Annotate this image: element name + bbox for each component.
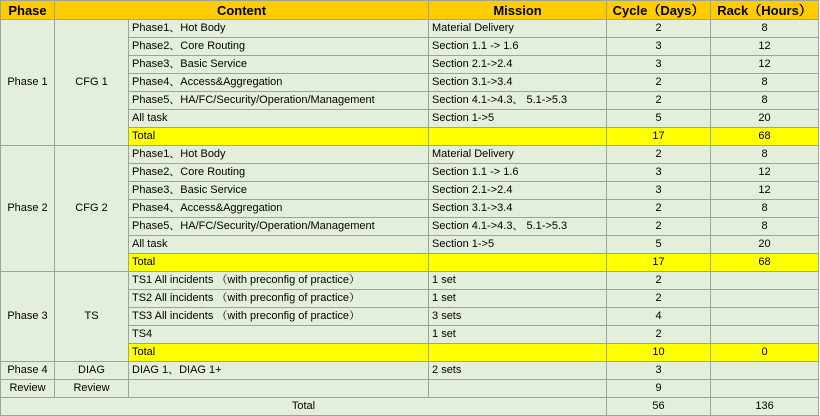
content-cell: TS4 [129,326,429,344]
content-cell: TS2 All incidents （with preconfig of practice） [129,290,429,308]
mission-cell: Section 2.1->2.4 [429,182,607,200]
content-cell: Phase3、Basic Service [129,182,429,200]
cycle-cell: 3 [607,56,711,74]
mission-cell: 3 sets [429,308,607,326]
mission-cell [429,380,607,398]
cycle-cell: 5 [607,236,711,254]
content-cell: Total [129,128,429,146]
mission-cell: 1 set [429,326,607,344]
group-cell: Review [55,380,129,398]
table-row [1,362,819,380]
header-mission: Mission [429,1,607,20]
phase-cell: Review [1,380,55,398]
content-cell: TS1 All incidents （with preconfig of practice） [129,272,429,290]
mission-cell: 1 set [429,290,607,308]
content-cell: Phase4、Access&Aggregation [129,200,429,218]
mission-cell: 2 sets [429,362,607,380]
mission-cell [429,128,607,146]
rack-cell: 12 [711,182,819,200]
phase-cell: Phase 2 [1,146,55,272]
header-content: Content [55,1,429,20]
cycle-cell: 3 [607,182,711,200]
rack-cell [711,308,819,326]
grand-total-cycle: 56 [607,398,711,416]
rack-cell [711,326,819,344]
content-cell: Phase5、HA/FC/Security/Operation/Management [129,218,429,236]
rack-cell: 8 [711,218,819,236]
content-cell: All task [129,236,429,254]
content-cell: Phase4、Access&Aggregation [129,74,429,92]
header-row [1,1,819,20]
content-cell: Phase2、Core Routing [129,38,429,56]
mission-cell: Section 4.1->4.3、 5.1->5.3 [429,218,607,236]
cycle-cell: 2 [607,74,711,92]
rack-cell: 68 [711,128,819,146]
content-cell: Total [129,254,429,272]
content-cell: Phase3、Basic Service [129,56,429,74]
rack-cell: 68 [711,254,819,272]
mission-cell: Section 1->5 [429,236,607,254]
rack-cell: 20 [711,236,819,254]
rack-cell [711,272,819,290]
table-row [1,272,819,290]
mission-cell: Material Delivery [429,20,607,38]
cycle-cell: 2 [607,200,711,218]
cycle-cell: 9 [607,380,711,398]
rack-cell: 8 [711,200,819,218]
mission-cell: Material Delivery [429,146,607,164]
rack-cell: 12 [711,56,819,74]
cycle-cell: 2 [607,290,711,308]
rack-cell: 12 [711,38,819,56]
content-cell: Phase5、HA/FC/Security/Operation/Management [129,92,429,110]
cycle-cell: 2 [607,146,711,164]
mission-cell: Section 1->5 [429,110,607,128]
cycle-cell: 3 [607,38,711,56]
table-body [1,20,819,416]
cycle-cell: 17 [607,254,711,272]
cycle-cell: 2 [607,326,711,344]
grand-total-label: Total [1,398,607,416]
group-cell: CFG 2 [55,146,129,272]
mission-cell [429,344,607,362]
rack-cell: 8 [711,92,819,110]
content-cell: TS3 All incidents （with preconfig of practice） [129,308,429,326]
cycle-cell: 2 [607,20,711,38]
phase-cell: Phase 3 [1,272,55,362]
table-row [1,20,819,38]
cycle-cell: 4 [607,308,711,326]
mission-cell: Section 4.1->4.3、 5.1->5.3 [429,92,607,110]
mission-cell: Section 1.1 -> 1.6 [429,164,607,182]
cycle-cell: 5 [607,110,711,128]
group-cell: TS [55,272,129,362]
rack-cell: 0 [711,344,819,362]
header-cycle: Cycle（Days） [607,1,711,20]
phase-cell: Phase 1 [1,20,55,146]
cycle-cell: 3 [607,164,711,182]
cycle-cell: 2 [607,272,711,290]
phase-cell: Phase 4 [1,362,55,380]
rack-cell: 12 [711,164,819,182]
content-cell [129,380,429,398]
table-row [1,146,819,164]
cycle-cell: 2 [607,218,711,236]
grand-total-rack: 136 [711,398,819,416]
cycle-cell: 17 [607,128,711,146]
group-cell: DIAG [55,362,129,380]
cycle-cell: 10 [607,344,711,362]
content-cell: Total [129,344,429,362]
mission-cell: Section 1.1 -> 1.6 [429,38,607,56]
cycle-cell: 3 [607,362,711,380]
rack-cell [711,380,819,398]
rack-cell: 8 [711,146,819,164]
rack-cell [711,362,819,380]
content-cell: DIAG 1、DIAG 1+ [129,362,429,380]
content-cell: All task [129,110,429,128]
content-cell: Phase1、Hot Body [129,20,429,38]
content-cell: Phase1、Hot Body [129,146,429,164]
mission-cell: Section 3.1->3.4 [429,200,607,218]
rack-cell: 8 [711,20,819,38]
cycle-cell: 2 [607,92,711,110]
mission-cell [429,254,607,272]
rack-cell [711,290,819,308]
mission-cell: 1 set [429,272,607,290]
header-phase: Phase [1,1,55,20]
rack-cell: 20 [711,110,819,128]
group-cell: CFG 1 [55,20,129,146]
content-cell: Phase2、Core Routing [129,164,429,182]
mission-cell: Section 3.1->3.4 [429,74,607,92]
grand-total-row [1,398,819,416]
header-rack: Rack（Hours） [711,1,819,20]
mission-cell: Section 2.1->2.4 [429,56,607,74]
table-row [1,380,819,398]
rack-cell: 8 [711,74,819,92]
